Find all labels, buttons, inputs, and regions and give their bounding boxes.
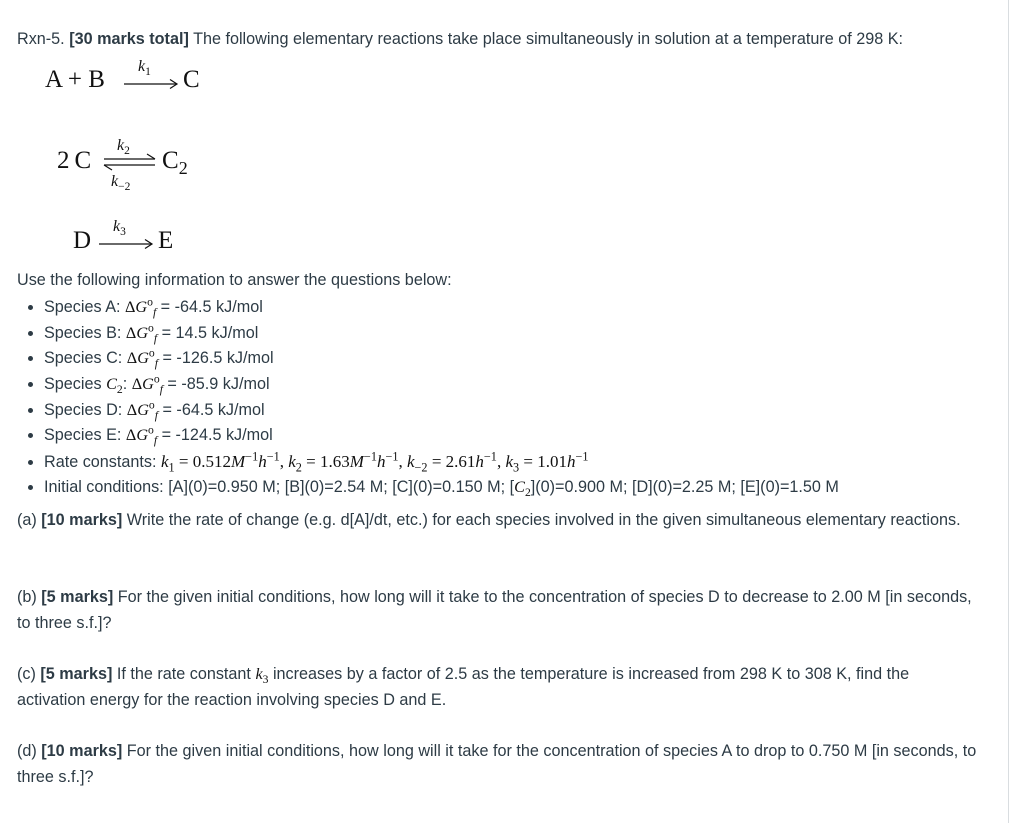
reaction-3-rate-label: $k_3$ xyxy=(113,218,126,239)
reaction-1-lhs: A + B xyxy=(45,66,105,93)
initial-conditions-item: • Initial conditions: [A](0)=0.950 M; [B](0)=2.54 M; [C](0)=0.150 M; $[C_2](0)=0.900$ M; [D](0)=2.25 M; [E](0)=1.50 M xyxy=(44,475,839,501)
species-a-item: • Species A: $\Delta G^o_f = -64.5$ kJ/mol xyxy=(44,295,839,321)
species-e-item: • Species E: $\Delta G^o_f = -124.5$ kJ/mol xyxy=(44,423,839,449)
reaction-1-arrow xyxy=(124,78,180,90)
problem-label: Rxn-5. xyxy=(17,30,65,48)
problem-total-marks: [30 marks total] xyxy=(69,30,189,48)
species-d-item: • Species D: $\Delta G^o_f = -64.5$ kJ/mol xyxy=(44,398,839,424)
reaction-3-rhs: E xyxy=(158,227,174,254)
reaction-2-lhs: 2 C xyxy=(57,147,92,174)
problem-intro: The following elementary reactions take place simultaneously in solution at a temperature of 298 K: xyxy=(193,30,904,48)
question-c: (c) [5 marks] If the rate constant $k_3$ increases by a factor of 2.5 as the temperature is increased from 298 K to 308 K, find the activation energy for the reaction involving species D and E. xyxy=(17,665,910,709)
reaction-3-lhs: D xyxy=(73,227,92,254)
info-list xyxy=(18,295,839,501)
reaction-2-forward-label: $k_2$ xyxy=(117,137,130,158)
reaction-2-reverse-label: $k_{-2}$ xyxy=(111,173,131,194)
content-right-border xyxy=(1008,0,1009,823)
question-d: (d) [10 marks] For the given initial conditions, how long will it take for the concentration of species A to drop to 0.750 M [in seconds, to three s.f.]? xyxy=(17,742,977,786)
reaction-2-rhs: $C_2$ xyxy=(162,147,188,178)
reaction-2-equilibrium-arrows xyxy=(102,152,158,174)
reaction-1-rhs: C xyxy=(183,66,200,93)
reaction-3-arrow xyxy=(99,238,155,250)
species-c2-item: • Species $C_2$: $\Delta G^o_f = -85.9$ kJ/mol xyxy=(44,372,839,398)
reaction-1-rate-label: $k_1$ xyxy=(138,58,151,79)
question-a: (a) [10 marks] Write the rate of change (e.g. d[A]/dt, etc.) for each species involved in the given simultaneous elementary reactions. xyxy=(17,511,961,529)
info-heading: Use the following information to answer the questions below: xyxy=(17,271,452,289)
rate-constants-item: • Rate constants: $k_1 = 0.512M^{-1}h^{-1}$, $k_2 = 1.63M^{-1}h^{-1}$, $k_{-2} = 2.61h^{-1}$, $k_3 = 1.01h^{-1}$ xyxy=(44,449,839,475)
species-b-item: • Species B: $\Delta G^o_f = 14.5$ kJ/mol xyxy=(44,321,839,347)
question-b: (b) [5 marks] For the given initial conditions, how long will it take to the concentration of species D to decrease to 2.00 M [in seconds, to three s.f.]? xyxy=(17,588,972,632)
species-c-item: • Species C: $\Delta G^o_f = -126.5$ kJ/mol xyxy=(44,346,839,372)
problem-header xyxy=(17,30,903,49)
